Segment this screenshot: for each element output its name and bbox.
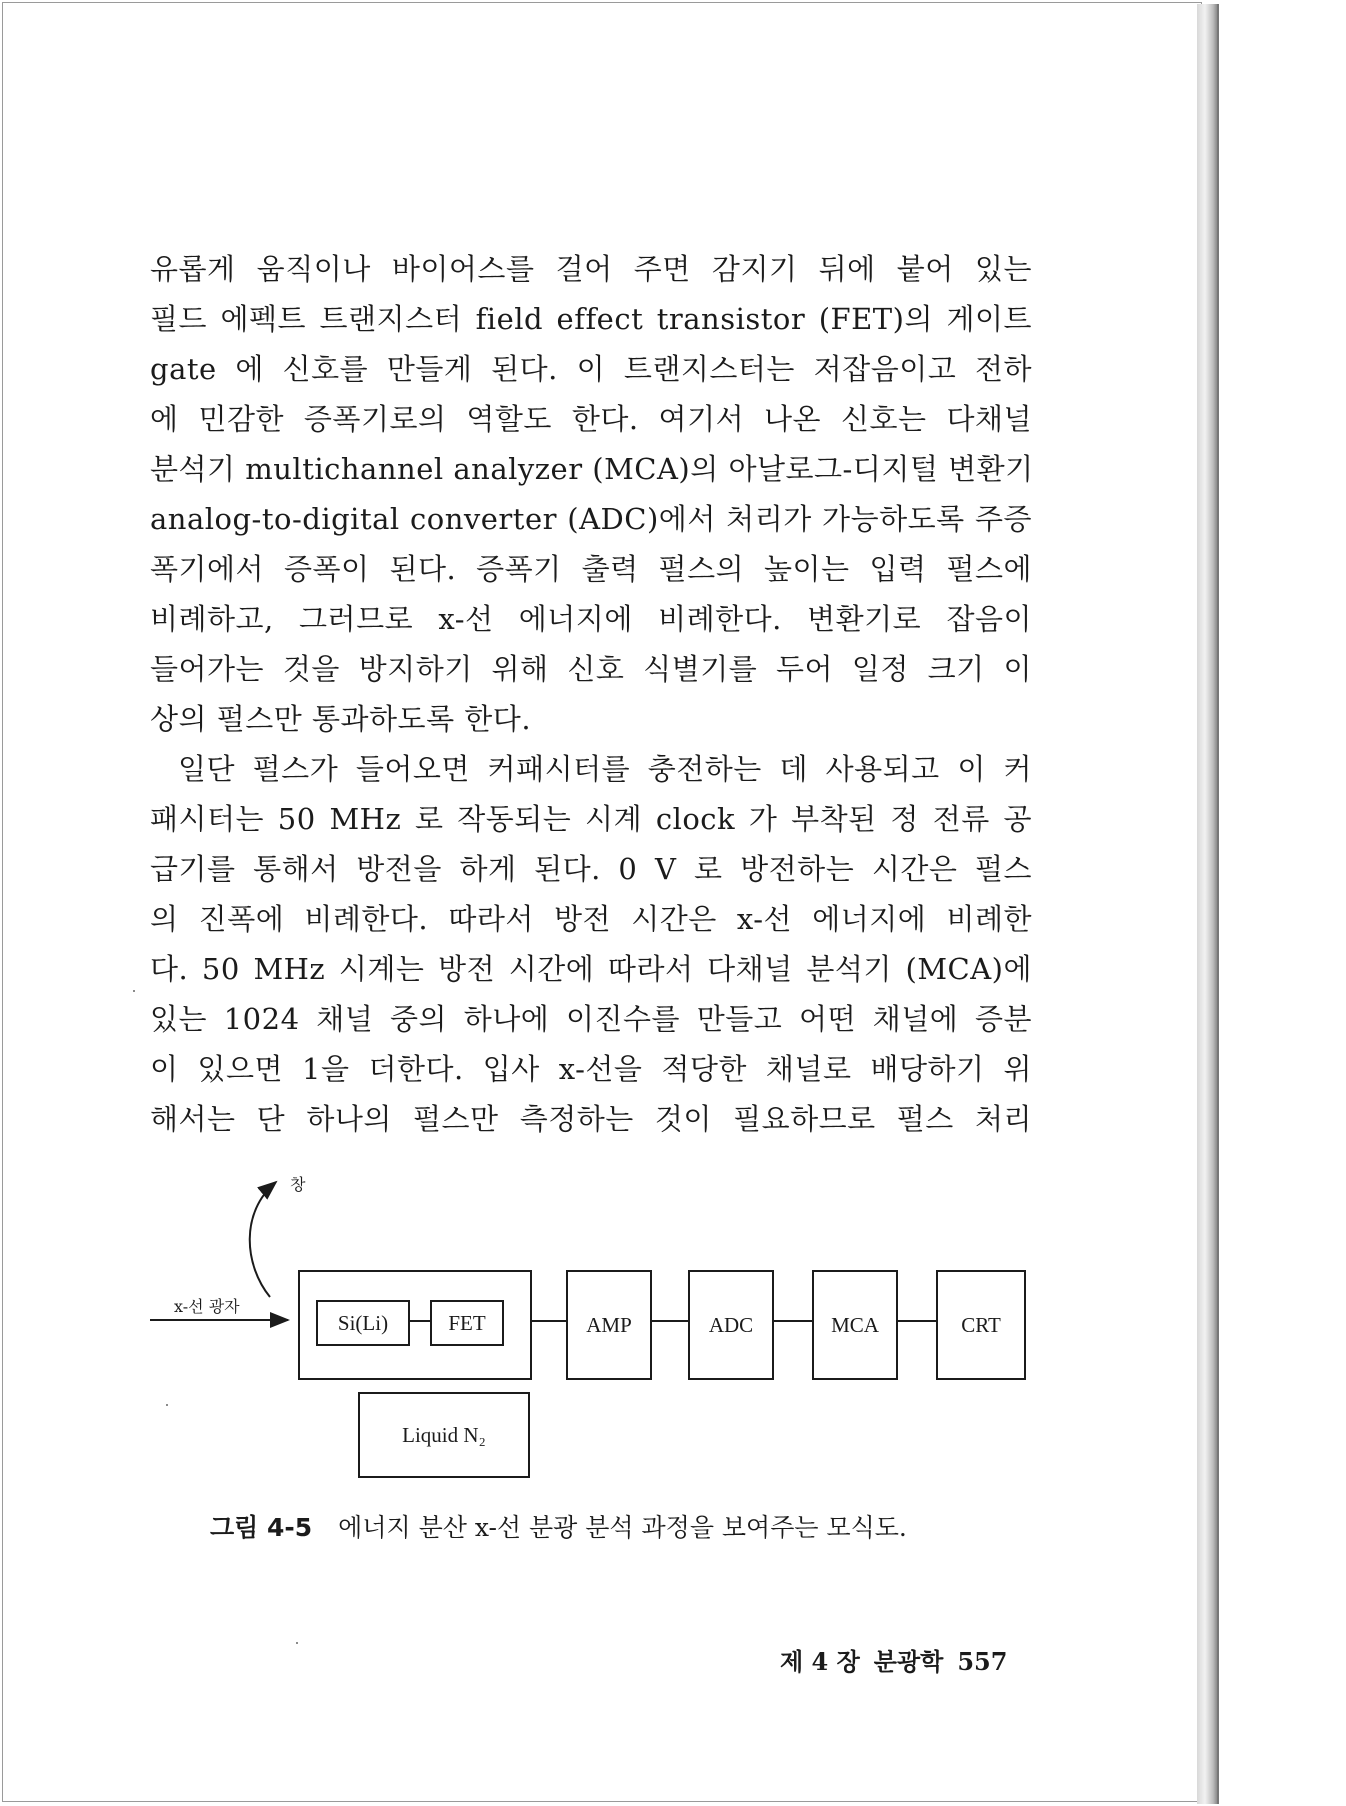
text-line: 다. 50 MHz 시계는 방전 시간에 따라서 다채널 분석기 (MCA)에 <box>150 952 1032 986</box>
connector <box>530 1320 566 1322</box>
text-line: 해서는 단 하나의 펄스만 측정하는 것이 필요하므로 펄스 처리 <box>150 1102 1032 1136</box>
text-line: 이 있으면 1을 더한다. 입사 x-선을 적당한 채널로 배당하기 위 <box>150 1052 1032 1086</box>
speck <box>166 1404 168 1406</box>
page-footer <box>780 1642 1021 1677</box>
block-diagram <box>148 1170 1032 1480</box>
text-line: 일단 펄스가 들어오면 커패시터를 충전하는 데 사용되고 이 커 <box>178 752 1032 786</box>
sili-label: Si(Li) <box>337 1310 389 1335</box>
chapter-title: 분광학 <box>873 1647 944 1676</box>
adc-label: ADC <box>708 1312 754 1337</box>
connector <box>408 1320 430 1322</box>
fet-box <box>430 1300 504 1346</box>
mca-label: MCA <box>831 1312 879 1337</box>
figure-caption-text: 에너지 분산 x-선 분광 분석 과정을 보여주는 모식도. <box>338 1513 907 1542</box>
liquid-nitrogen-label: Liquid N₂ <box>402 1422 486 1447</box>
text-line: analog-to-digital converter (ADC)에서 처리가 가능하도록 주증 <box>150 502 1032 536</box>
text-line: gate 에 신호를 만들게 된다. 이 트랜지스터는 저잡음이고 전하 <box>150 352 1032 386</box>
adc-box <box>688 1270 774 1380</box>
text-line: 분석기 multichannel analyzer (MCA)의 아날로그-디지털 변환기 <box>150 452 1034 486</box>
connector <box>650 1320 688 1322</box>
speck <box>133 990 135 992</box>
text-line: 상의 펄스만 통과하도록 한다. <box>150 702 532 736</box>
text-line: 필드 에펙트 트랜지스터 field effect transistor (FET)의 게이트 <box>150 302 1032 336</box>
liquid-nitrogen-box <box>358 1392 530 1478</box>
page-edge <box>1197 4 1219 1804</box>
text-line: 에 민감한 증폭기로의 역할도 한다. 여기서 나온 신호는 다채널 <box>150 402 1032 436</box>
sili-detector-box <box>316 1300 410 1346</box>
connector <box>772 1320 812 1322</box>
crt-box <box>936 1270 1026 1380</box>
text-line: 비례하고, 그러므로 x-선 에너지에 비례한다. 변환기로 잡음이 <box>150 602 1032 636</box>
window-label: 창 <box>290 1175 306 1194</box>
crt-label: CRT <box>961 1312 1001 1337</box>
connector <box>896 1320 936 1322</box>
figure-caption <box>210 1508 907 1544</box>
fet-label: FET <box>448 1310 486 1335</box>
amp-box <box>566 1270 652 1380</box>
body-text <box>150 244 1032 1144</box>
chapter-number: 제 4 장 <box>780 1647 860 1676</box>
text-line: 의 진폭에 비례한다. 따라서 방전 시간은 x-선 에너지에 비례한 <box>150 902 1032 936</box>
text-line: 유롭게 움직이나 바이어스를 걸어 주면 감지기 뒤에 붙어 있는 <box>150 252 1032 286</box>
page-number: 557 <box>957 1647 1008 1676</box>
speck <box>296 1642 298 1644</box>
text-line: 있는 1024 채널 중의 하나에 이진수를 만들고 어떤 채널에 증분 <box>150 1002 1032 1036</box>
text-line: 급기를 통해서 방전을 하게 된다. 0 V 로 방전하는 시간은 펄스 <box>150 852 1032 886</box>
amp-label: AMP <box>586 1312 632 1337</box>
text-line: 폭기에서 증폭이 된다. 증폭기 출력 펄스의 높이는 입력 펄스에 <box>150 552 1032 586</box>
mca-box <box>812 1270 898 1380</box>
figure-number: 그림 4-5 <box>210 1513 313 1542</box>
window-arrow <box>250 1182 276 1297</box>
input-label: x-선 광자 <box>174 1297 240 1316</box>
text-line: 들어가는 것을 방지하기 위해 신호 식별기를 두어 일정 크기 이 <box>150 652 1032 686</box>
text-line: 패시터는 50 MHz 로 작동되는 시계 clock 가 부착된 정 전류 공 <box>150 802 1032 836</box>
